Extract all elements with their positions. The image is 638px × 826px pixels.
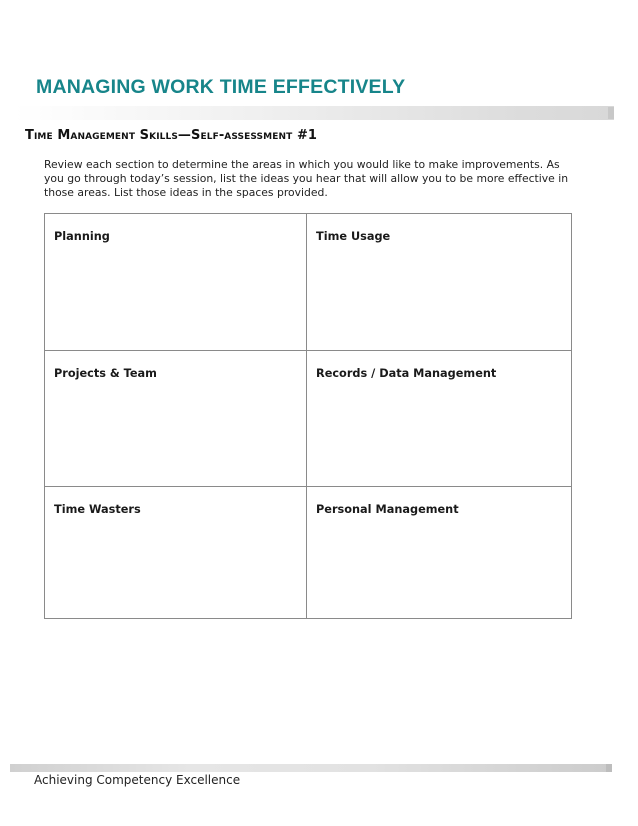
cell-label: Projects & Team — [54, 367, 157, 380]
section-heading: Time Management Skills—Self-assessment #1 — [25, 128, 318, 143]
footer-divider-end — [606, 764, 612, 772]
cell-projects-team[interactable] — [45, 350, 307, 486]
assessment-grid — [44, 213, 572, 619]
cell-planning[interactable] — [45, 214, 307, 350]
cell-label: Planning — [54, 230, 110, 243]
footer-divider — [10, 764, 610, 772]
cell-label: Time Usage — [316, 230, 391, 243]
footer-text: Achieving Competency Excellence — [34, 773, 241, 787]
cell-records-data-management[interactable] — [307, 350, 571, 486]
cell-label: Records / Data Management — [316, 367, 497, 380]
cell-personal-management[interactable] — [307, 486, 571, 618]
page-title: MANAGING WORK TIME EFFECTIVELY — [36, 76, 406, 98]
title-divider-end — [608, 107, 614, 119]
title-divider — [14, 106, 614, 120]
cell-label: Time Wasters — [54, 503, 141, 516]
cell-time-usage[interactable] — [307, 214, 571, 350]
instructions-text: Review each section to determine the areas in which you would like to make improvements. As you go through today’s session, list the ideas you hear that will allow you to be more effective in those areas. List those ideas in the spaces provided. — [44, 158, 569, 199]
cell-time-wasters[interactable] — [45, 486, 307, 618]
cell-label: Personal Management — [316, 503, 459, 516]
